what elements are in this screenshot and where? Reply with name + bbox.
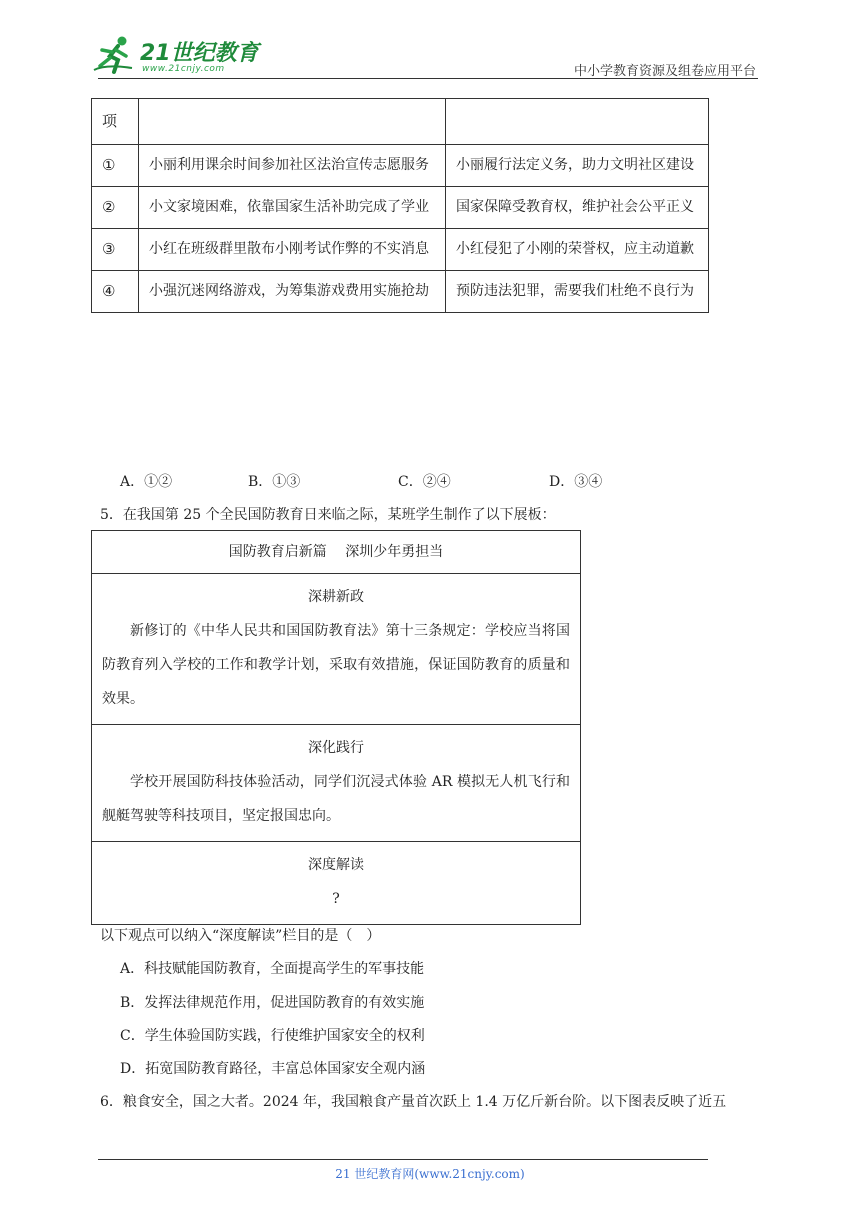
row-number: ③	[92, 229, 139, 271]
table-row	[92, 145, 709, 187]
row-analysis: 小红侵犯了小刚的荣誉权，应主动道歉	[446, 229, 709, 271]
page-footer[interactable]: 21 世纪教育网(www.21cnjy.com)	[335, 1167, 525, 1181]
board-title: 国防教育启新篇 深圳少年勇担当	[92, 531, 581, 574]
option-c[interactable]: C．学生体验国防实践，行使维护国家安全的权利	[120, 1028, 425, 1044]
site-logo	[92, 34, 262, 78]
board-row	[92, 725, 581, 842]
row-scenario: 小红在班级群里散布小刚考试作弊的不实消息	[139, 229, 446, 271]
question4-options	[120, 471, 720, 491]
runner-logo-icon	[92, 34, 136, 78]
table-row	[92, 99, 709, 145]
page-header	[0, 0, 860, 90]
display-board	[91, 530, 581, 925]
table-row	[92, 229, 709, 271]
row-analysis: 预防违法犯罪，需要我们杜绝不良行为	[446, 271, 709, 313]
row-scenario: 小文家境困难，依靠国家生活补助完成了学业	[139, 187, 446, 229]
option-d[interactable]: D．③④	[549, 474, 603, 490]
board-row	[92, 842, 581, 925]
table-header-cell	[139, 99, 446, 145]
question5-prompt: 以下观点可以纳入“深度解读”栏目的是（ ）	[100, 928, 381, 944]
option-d[interactable]: D．拓宽国防教育路径，丰富总体国家安全观内涵	[120, 1061, 426, 1077]
row-analysis: 国家保障受教育权，维护社会公平正义	[446, 187, 709, 229]
row-scenario: 小强沉迷网络游戏，为筹集游戏费用实施抢劫	[139, 271, 446, 313]
option-a[interactable]: A．科技赋能国防教育，全面提高学生的军事技能	[120, 961, 425, 977]
section-title: 深耕新政	[308, 589, 364, 605]
section-text: 新修订的《中华人民共和国国防教育法》第十三条规定：学校应当将国防教育列入学校的工作和教学计划，采取有效措施，保证国防教育的质量和效果。	[102, 623, 570, 707]
board-section-policy	[92, 574, 581, 725]
question6-stem: 6．粮食安全，国之大者。2024 年，我国粮食产量首次跃上 1.4 万亿斤新台阶。以下图表反映了近五	[100, 1094, 727, 1110]
section-text: 学校开展国防科技体验活动，同学们沉浸式体验 AR 模拟无人机飞行和舰艇驾驶等科技项目，坚定报国忠向。	[102, 774, 570, 824]
option-a[interactable]: A．①②	[120, 474, 173, 490]
board-row	[92, 574, 581, 725]
row-analysis: 小丽履行法定义务，助力文明社区建设	[446, 145, 709, 187]
question5-stem: 5．在我国第 25 个全民国防教育日来临之际，某班学生制作了以下展板：	[100, 507, 556, 523]
table-header-cell: 项	[92, 99, 139, 145]
option-b[interactable]: B．发挥法律规范作用，促进国防教育的有效实施	[120, 995, 425, 1011]
table-row	[92, 271, 709, 313]
section-title: 深化践行	[308, 740, 364, 756]
platform-label: 中小学教育资源及组卷应用平台	[573, 64, 756, 79]
header-divider	[98, 78, 758, 79]
row-number: ②	[92, 187, 139, 229]
option-b[interactable]: B．①③	[248, 474, 301, 490]
row-number: ①	[92, 145, 139, 187]
row-scenario: 小丽利用课余时间参加社区法治宣传志愿服务	[139, 145, 446, 187]
section-title: 深度解读	[308, 857, 364, 873]
section-placeholder: ?	[332, 891, 340, 907]
question4-table	[91, 98, 709, 313]
row-number: ④	[92, 271, 139, 313]
board-row	[92, 531, 581, 574]
logo-brand-text: 21世纪教育	[140, 41, 259, 66]
board-section-interpretation	[92, 842, 581, 925]
option-c[interactable]: C．②④	[398, 474, 451, 490]
logo-domain-text: www.21cnjy.com	[142, 64, 225, 74]
board-section-practice	[92, 725, 581, 842]
footer-divider	[98, 1159, 708, 1160]
table-header-cell	[446, 99, 709, 145]
table-row	[92, 187, 709, 229]
